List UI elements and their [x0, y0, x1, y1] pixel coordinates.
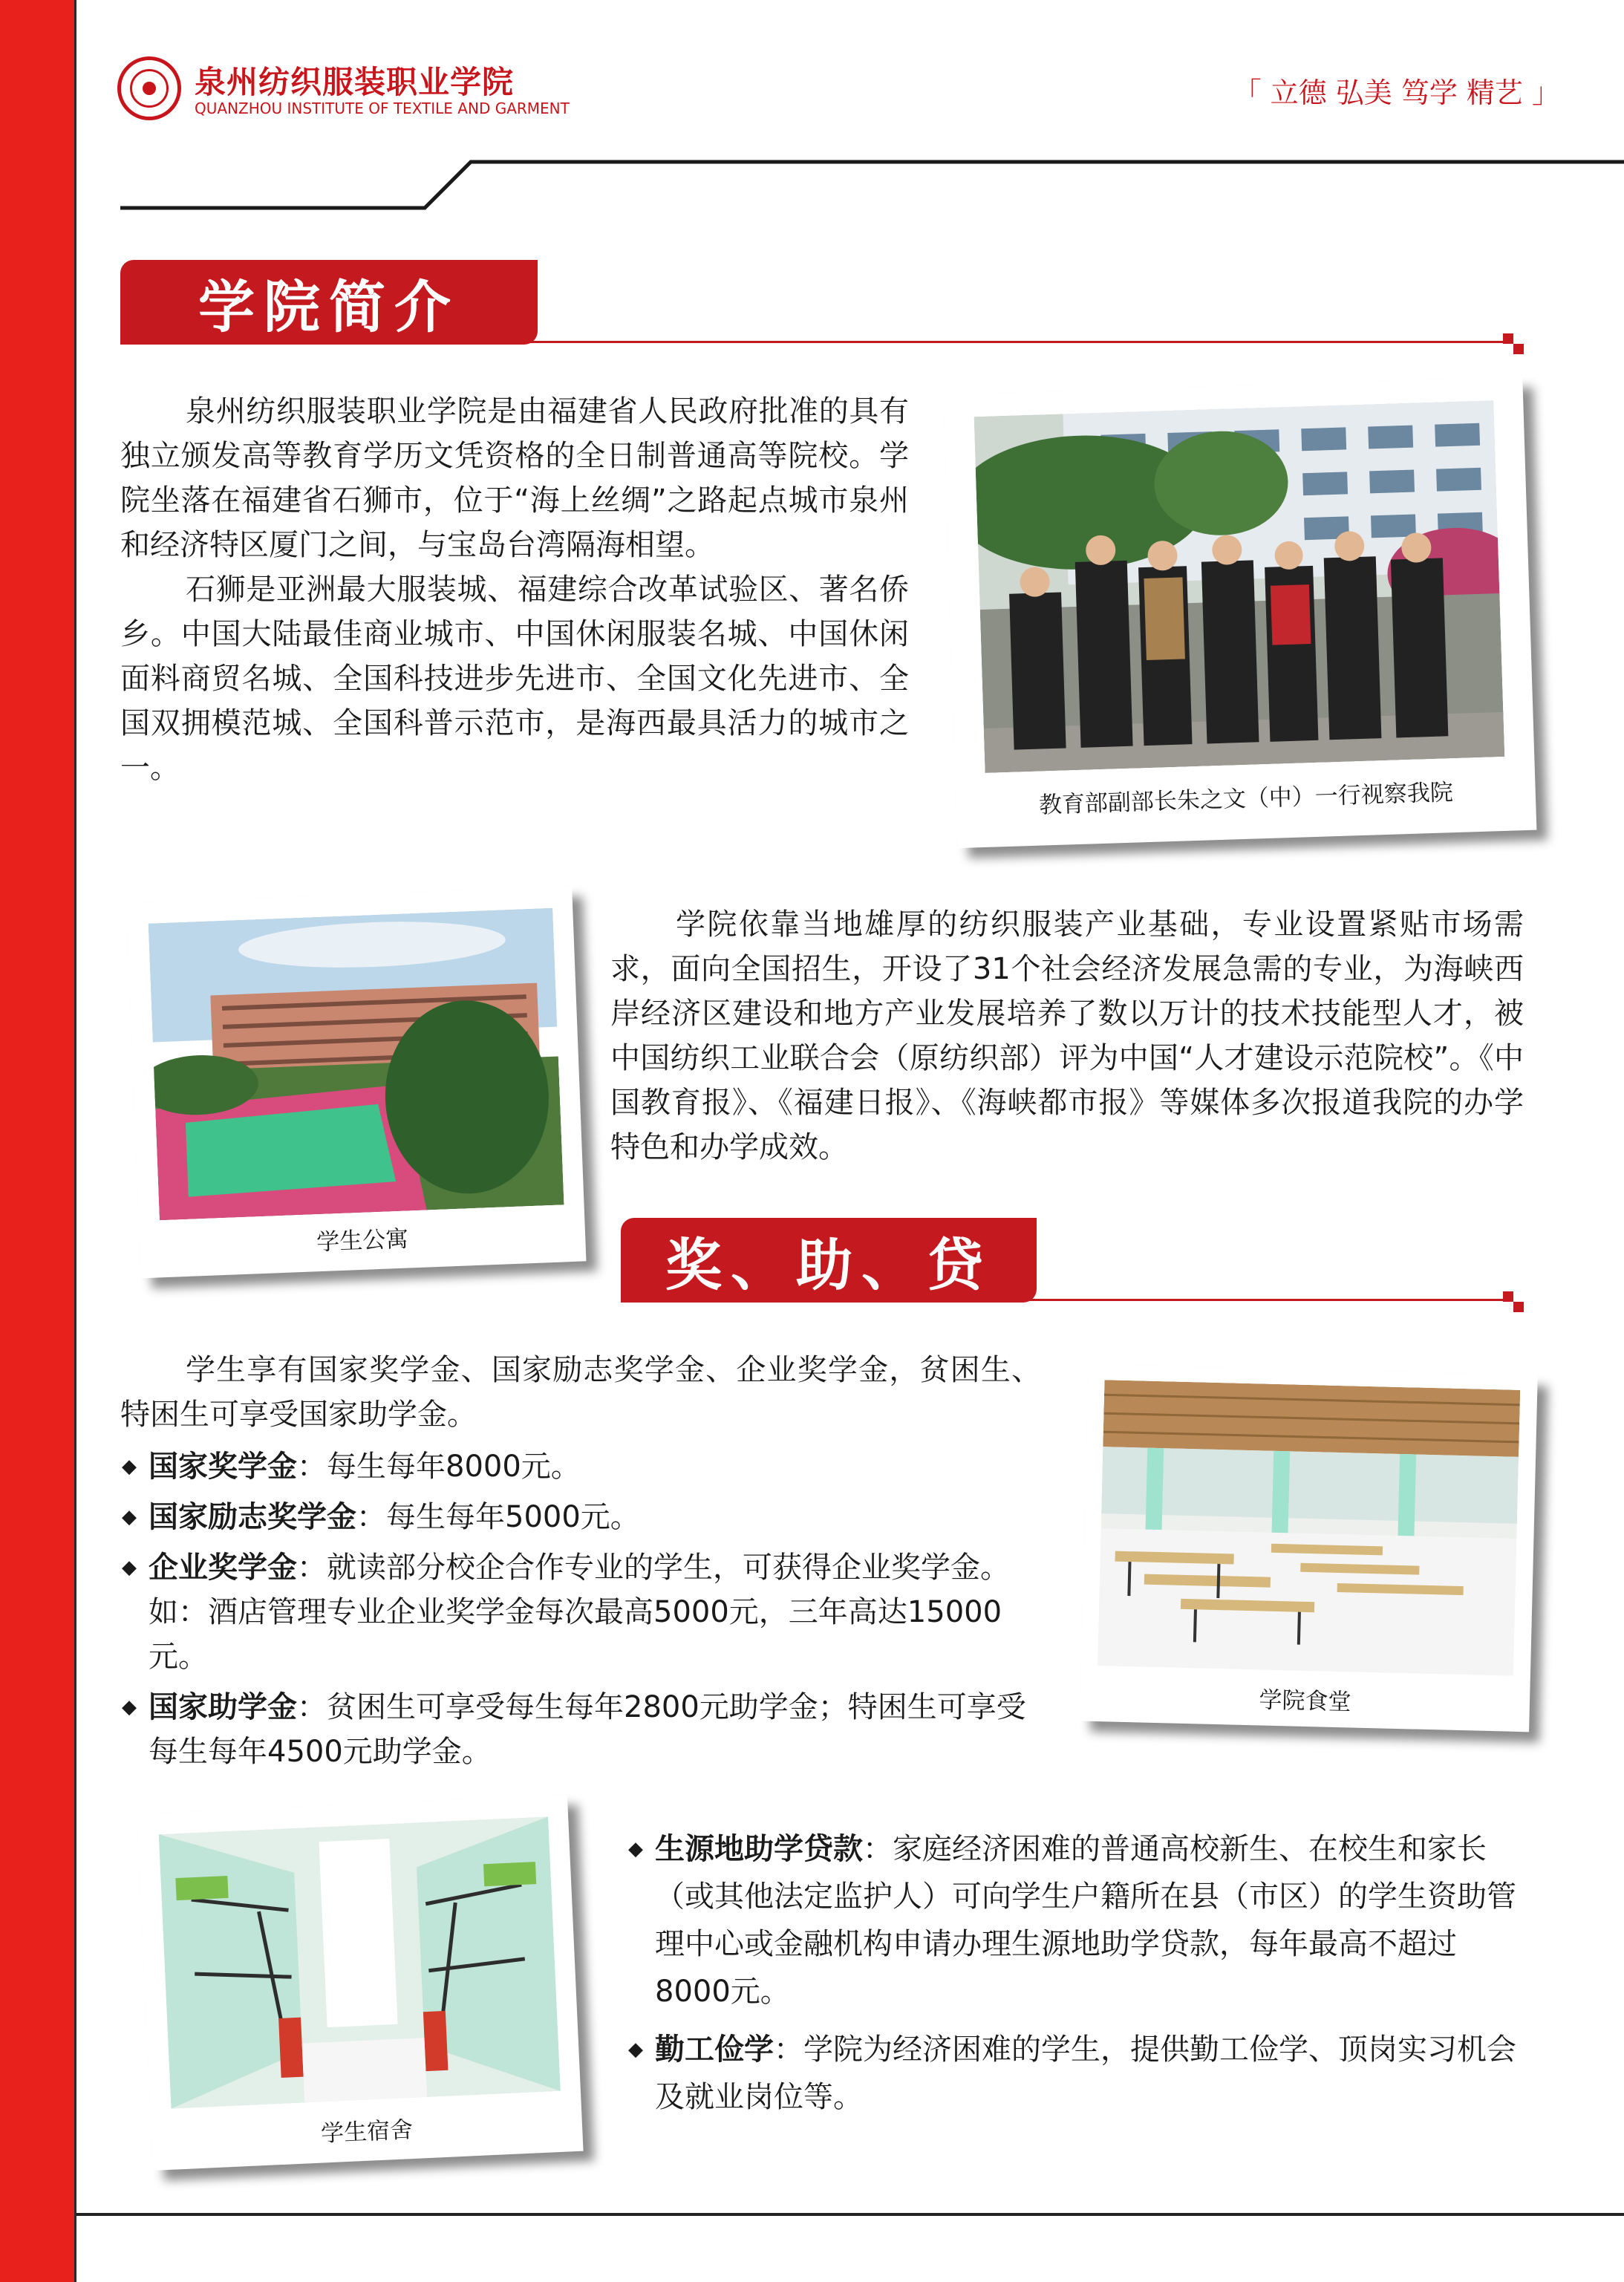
list-item-text: ：每生每年5000元。	[356, 1500, 640, 1534]
diamond-bullet-icon: ◆	[628, 1838, 643, 1860]
photo-dormitory	[159, 1816, 561, 2108]
aid-intro-paragraph: 学生享有国家奖学金、国家励志奖学金、企业奖学金，贫困生、特困生可享受国家助学金。	[120, 1353, 1041, 1432]
list-item-text: ：学院为经济困难的学生，提供勤工俭学、顶岗实习机会及就业岗位等。	[655, 2032, 1516, 2114]
aid-list	[120, 1444, 1041, 1774]
school-name-en: QUANZHOU INSTITUTE OF TEXTILE AND GARMENT	[195, 100, 570, 117]
diamond-bullet-icon: ◆	[122, 1556, 137, 1579]
aid-list-2	[627, 1825, 1518, 2121]
list-item	[120, 1545, 1041, 1679]
list-item	[120, 1685, 1041, 1774]
list-item-label: 国家奖学金	[149, 1450, 297, 1484]
list-item-label: 国家助学金	[149, 1690, 297, 1724]
list-item	[627, 1825, 1518, 2015]
list-item-text: ：就读部分校企合作专业的学生，可获得企业奖学金。如：酒店管理专业企业奖学金每次最高5000元，三年高达15000元。	[149, 1551, 1010, 1674]
list-item	[627, 2026, 1518, 2121]
school-motto: 「 立德 弘美 笃学 精艺 」	[1233, 76, 1560, 109]
section-title-aid-text: 奖、助、贷	[665, 1231, 992, 1298]
footer-rule	[76, 2213, 1624, 2216]
corner-square	[1513, 1302, 1524, 1312]
list-item-label: 国家励志奖学金	[149, 1500, 356, 1534]
left-red-bar	[0, 0, 74, 2282]
diamond-bullet-icon: ◆	[122, 1696, 137, 1718]
list-item-label: 勤工俭学	[655, 2032, 774, 2067]
intro-paragraph-1: 泉州纺织服装职业学院是由福建省人民政府批准的具有独立颁发高等教育学历文凭资格的全日制普通高等院校。学院坐落在福建省石狮市，位于“海上丝绸”之路起点城市泉州和经济特区厦门之间，与宝岛台湾隔海相望。	[120, 394, 909, 562]
list-item-label: 企业奖学金	[149, 1551, 297, 1585]
photo-card-visit	[944, 377, 1537, 848]
list-item-text: ：每生每年8000元。	[297, 1450, 581, 1484]
intro-paragraph-2: 石狮是亚洲最大服装城、福建综合改革试验区、著名侨乡。中国大陆最佳商业城市、中国休闲服装名城、中国休闲面料商贸名城、全国科技进步先进市、全国文化先进市、全国双拥模范城、全国科普示范市，是海西最具活力的城市之一。	[120, 573, 909, 785]
left-border-line	[74, 0, 76, 2282]
photo-caption-canteen: 学院食堂	[1259, 1686, 1351, 1716]
photo-student-apartments	[149, 908, 564, 1221]
section-rule	[520, 341, 1510, 343]
development-text-block	[610, 902, 1524, 1170]
corner-square	[1513, 344, 1524, 354]
corner-square	[1503, 1291, 1513, 1302]
photo-caption-apartments: 学生公寓	[316, 1225, 409, 1256]
school-name-cn: 泉州纺织服装职业学院	[195, 64, 515, 100]
photo-card-dormitory	[137, 1795, 583, 2171]
section-title-intro	[120, 260, 538, 345]
list-item-text: ：贫困生可享受每生每年2800元助学金；特困生可享受每生每年4500元助学金。	[149, 1690, 1026, 1769]
intro-paragraph-3: 学院依靠当地雄厚的纺织服装产业基础，专业设置紧贴市场需求，面向全国招生，开设了31个社会经济发展急需的专业，为海峡西岸经济区建设和地方产业发展培养了数以万计的技术技能型人才，被中国纺织工业联合会（原纺织部）评为中国“人才建设示范院校”。《中国教育报》、《福建日报》、《海峡都市报》等媒体多次报道我院的办学特色和办学成效。	[610, 907, 1524, 1164]
section-title-aid	[621, 1218, 1037, 1303]
diamond-bullet-icon: ◆	[122, 1455, 137, 1478]
list-item	[120, 1444, 1041, 1489]
corner-square	[1503, 333, 1513, 344]
intro-text-block	[120, 389, 909, 790]
diamond-bullet-icon: ◆	[628, 2038, 643, 2061]
photo-card-apartments	[127, 887, 587, 1279]
aid-intro-text	[120, 1348, 1041, 1437]
header-rule	[0, 0, 1624, 223]
list-item-label: 生源地助学贷款	[655, 1832, 863, 1866]
photo-card-canteen	[1080, 1365, 1538, 1732]
photo-caption-visit: 教育部副部长朱之文（中）一行视察我院	[1038, 779, 1454, 819]
photo-officials-visit	[974, 400, 1505, 773]
section-title-intro-text: 学院简介	[198, 273, 460, 340]
photo-caption-dormitory: 学生宿舍	[320, 2116, 414, 2148]
section-rule	[1025, 1299, 1510, 1301]
diamond-bullet-icon: ◆	[122, 1506, 137, 1528]
photo-canteen	[1098, 1380, 1520, 1676]
list-item-text: ：家庭经济困难的普通高校新生、在校生和家长（或其他法定监护人）可向学生户籍所在县（市区）的学生资助管理中心或金融机构申请办理生源地助学贷款，每年最高不超过8000元。	[655, 1832, 1516, 2009]
list-item	[120, 1495, 1041, 1539]
